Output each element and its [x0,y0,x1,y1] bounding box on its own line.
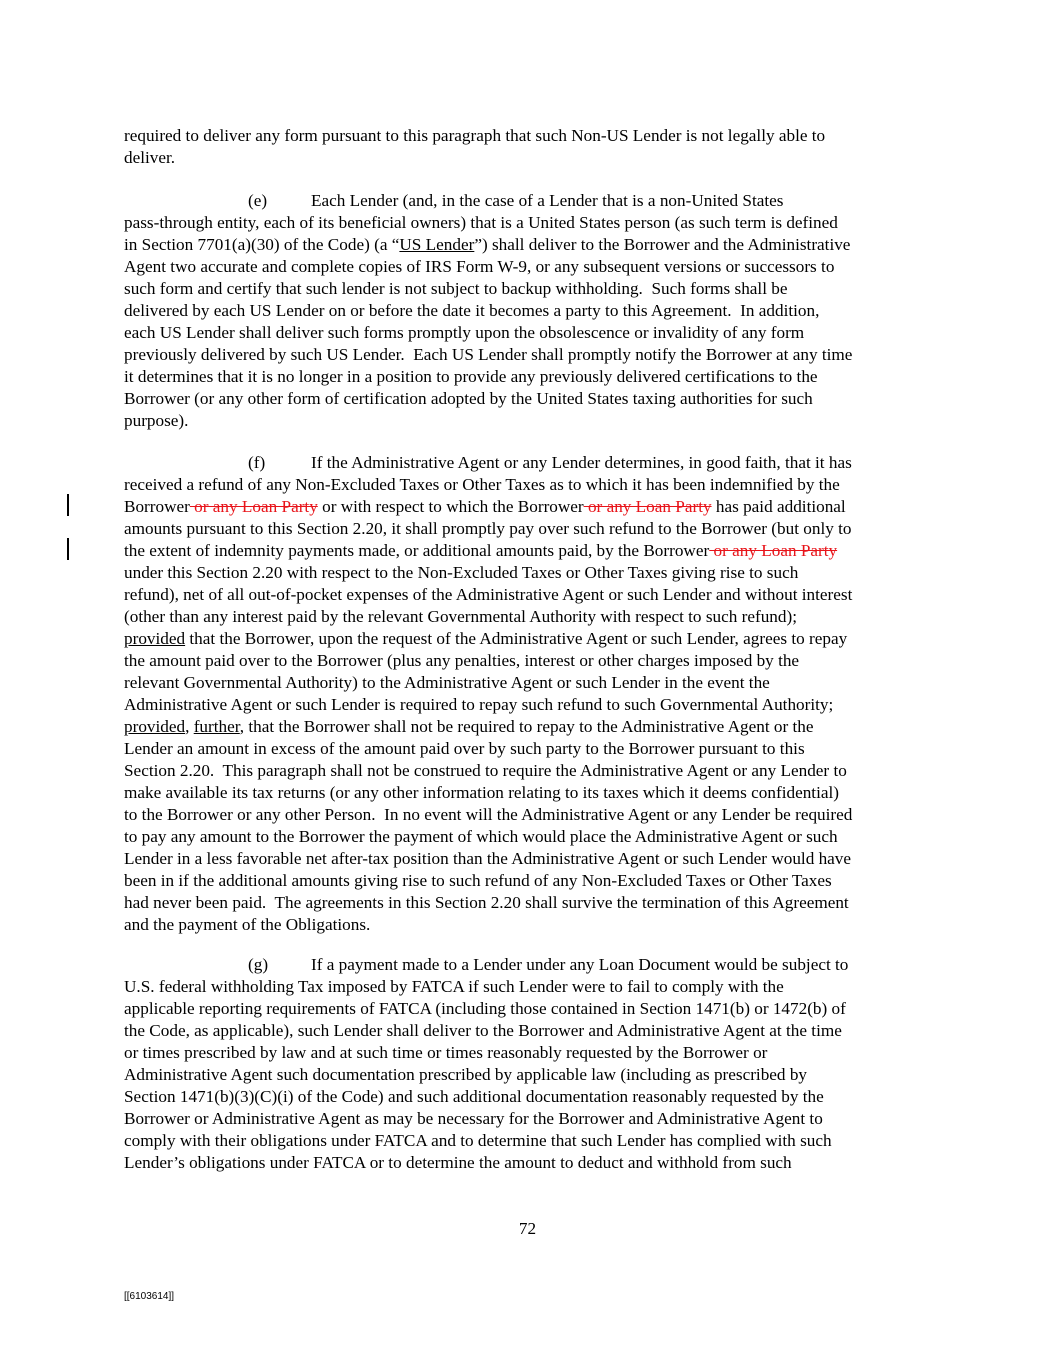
paragraph-f-line: received a refund of any Non-Excluded Taxes or Other Taxes as to which it has been indemnified by the [124,475,840,494]
underlined-term-provided: provided [124,717,186,736]
paragraph-f-text: If the Administrative Agent or any Lender determines, in good faith, that it has [311,453,852,472]
paragraph-e-line [248,190,783,212]
paragraph-g-line: or times prescribed by law and at such time or times reasonably requested by the Borrower or [124,1043,768,1062]
paragraph-g-line: Section 1471(b)(3)(C)(i) of the Code) and such additional documentation reasonably requested by the [124,1087,824,1106]
paragraph-f-line [124,540,837,562]
paragraph-e-label: (e) [248,191,268,210]
paragraph-f-line: and the payment of the Obligations. [124,915,371,934]
paragraph-f-line: Section 2.20. This paragraph shall not be construed to require the Administrative Agent or any Lender to [124,761,847,780]
text-run: or with respect to which the Borrower [317,497,584,516]
deleted-text: or any Loan Party [583,497,712,516]
paragraph-g-line: Administrative Agent such documentation prescribed by applicable law (including as prescribed by [124,1065,808,1084]
paragraph-f-line [124,628,847,650]
text-run: the extent of indemnity payments made, or additional amounts paid, by the Borrower [124,541,710,560]
paragraph-e-line: each US Lender shall deliver such forms promptly upon the obsolescence or invalidity of any form [124,323,805,342]
paragraph-f-line: relevant Governmental Authority) to the Administrative Agent or such Lender in the event the [124,673,770,692]
paragraph-e-line: previously delivered by such US Lender. Each US Lender shall promptly notify the Borrower at any time [124,345,853,364]
paragraph-g-line: Lender’s obligations under FATCA or to determine the amount to deduct and withhold from such [124,1153,792,1172]
paragraph-f-line: (other than any interest paid by the relevant Governmental Authority with respect to such refund); [124,607,797,626]
paragraph-f-line: the amount paid over to the Borrower (plus any penalties, interest or other charges imposed by the [124,651,800,670]
paragraph-f-line: Lender in a less favorable net after-tax position than the Administrative Agent or such Lender would have [124,849,852,868]
paragraph-g-line: the Code, as applicable), such Lender shall deliver to the Borrower and Administrative Agent at the time [124,1021,842,1040]
text-run: , that the Borrower shall not be required to repay to the Administrative Agent or the [239,717,814,736]
paragraph-f-label: (f) [248,453,266,472]
paragraph-f-line: to the Borrower or any other Person. In no event will the Administrative Agent or any Lender be required [124,805,853,824]
text-run: , [185,717,194,736]
paragraph-g-text: If a payment made to a Lender under any Loan Document would be subject to [311,955,849,974]
paragraph-g-line: Borrower or Administrative Agent as may be necessary for the Borrower and Administrative Agent to [124,1109,823,1128]
paragraph-g-line: applicable reporting requirements of FATCA (including those contained in Section 1471(b) or 1472(b) of [124,999,846,1018]
page-number: 72 [518,1219,537,1238]
paragraph-f-line: amounts pursuant to this Section 2.20, it shall promptly pay over such refund to the Borrower (but only to [124,519,852,538]
paragraph-f-line: had never been paid. The agreements in this Section 2.20 shall survive the termination of this Agreement [124,893,849,912]
text-run: in Section 7701(a)(30) of the Code) (a “ [124,235,400,254]
paragraph-g-line [248,954,848,976]
paragraph-e-line: delivered by each US Lender on or before the date it becomes a party to this Agreement. In addition, [124,301,820,320]
paragraph-e-line: it determines that it is no longer in a position to provide any previously delivered certifications to the [124,367,818,386]
paragraph-e-line [124,234,850,256]
deleted-text: or any Loan Party [189,497,318,516]
change-bar [67,494,69,516]
paragraph-f-line: been in if the additional amounts giving rise to such refund of any Non-Excluded Taxes or Other Taxes [124,871,832,890]
paragraph-f-line: under this Section 2.20 with respect to the Non-Excluded Taxes or Other Taxes giving rise to such [124,563,799,582]
paragraph-f-line [124,716,814,738]
paragraph-g-line: U.S. federal withholding Tax imposed by FATCA if such Lender were to fail to comply with the [124,977,784,996]
paragraph-g-line: comply with their obligations under FATCA and to determine that such Lender has complied with such [124,1131,832,1150]
deleted-text: or any Loan Party [709,541,838,560]
change-bar [67,538,69,560]
underlined-term-further: further [193,717,240,736]
paragraph-e-line: Borrower (or any other form of certification adopted by the United States taxing authorities for such [124,389,813,408]
text-run: that the Borrower, upon the request of the Administrative Agent or such Lender, agrees to repay [185,629,848,648]
paragraph-f-line: Lender an amount in excess of the amount paid over by such party to the Borrower pursuant to this [124,739,805,758]
paragraph-f-line: refund), net of all out-of-pocket expenses of the Administrative Agent or such Lender and without interest [124,585,853,604]
paragraph-f-line: Administrative Agent or such Lender is required to repay such refund to such Governmental Authority; [124,695,834,714]
paragraph-e-line: purpose). [124,411,189,430]
paragraph-e-line: pass-through entity, each of its beneficial owners) that is a United States person (as such term is defined [124,213,838,232]
paragraph-f-line [124,496,846,518]
text-run: Borrower [124,497,190,516]
paragraph-g-label: (g) [248,955,269,974]
paragraph-f-line: make available its tax returns (or any other information relating to its taxes which it deems confidential) [124,783,839,802]
paragraph-e-text: Each Lender (and, in the case of a Lender that is a non-United States [311,191,784,210]
paragraph-f-line [248,452,852,474]
underlined-term-provided: provided [124,629,186,648]
document-id: [[6103614]] [124,1291,175,1302]
text-run: ”) shall deliver to the Borrower and the Administrative [474,235,851,254]
paragraph-f-line: to pay any amount to the Borrower the payment of which would place the Administrative Agent or such [124,827,838,846]
defined-term-us-lender: US Lender [399,235,475,254]
paragraph-e-line: Agent two accurate and complete copies of IRS Form W-9, or any subsequent versions or successors to [124,257,835,276]
paragraph-d-line: required to deliver any form pursuant to this paragraph that such Non-US Lender is not legally able to [124,126,826,145]
text-run: has paid additional [711,497,846,516]
paragraph-e-line: such form and certify that such lender is not subject to backup withholding. Such forms shall be [124,279,788,298]
paragraph-d-line: deliver. [124,148,176,167]
